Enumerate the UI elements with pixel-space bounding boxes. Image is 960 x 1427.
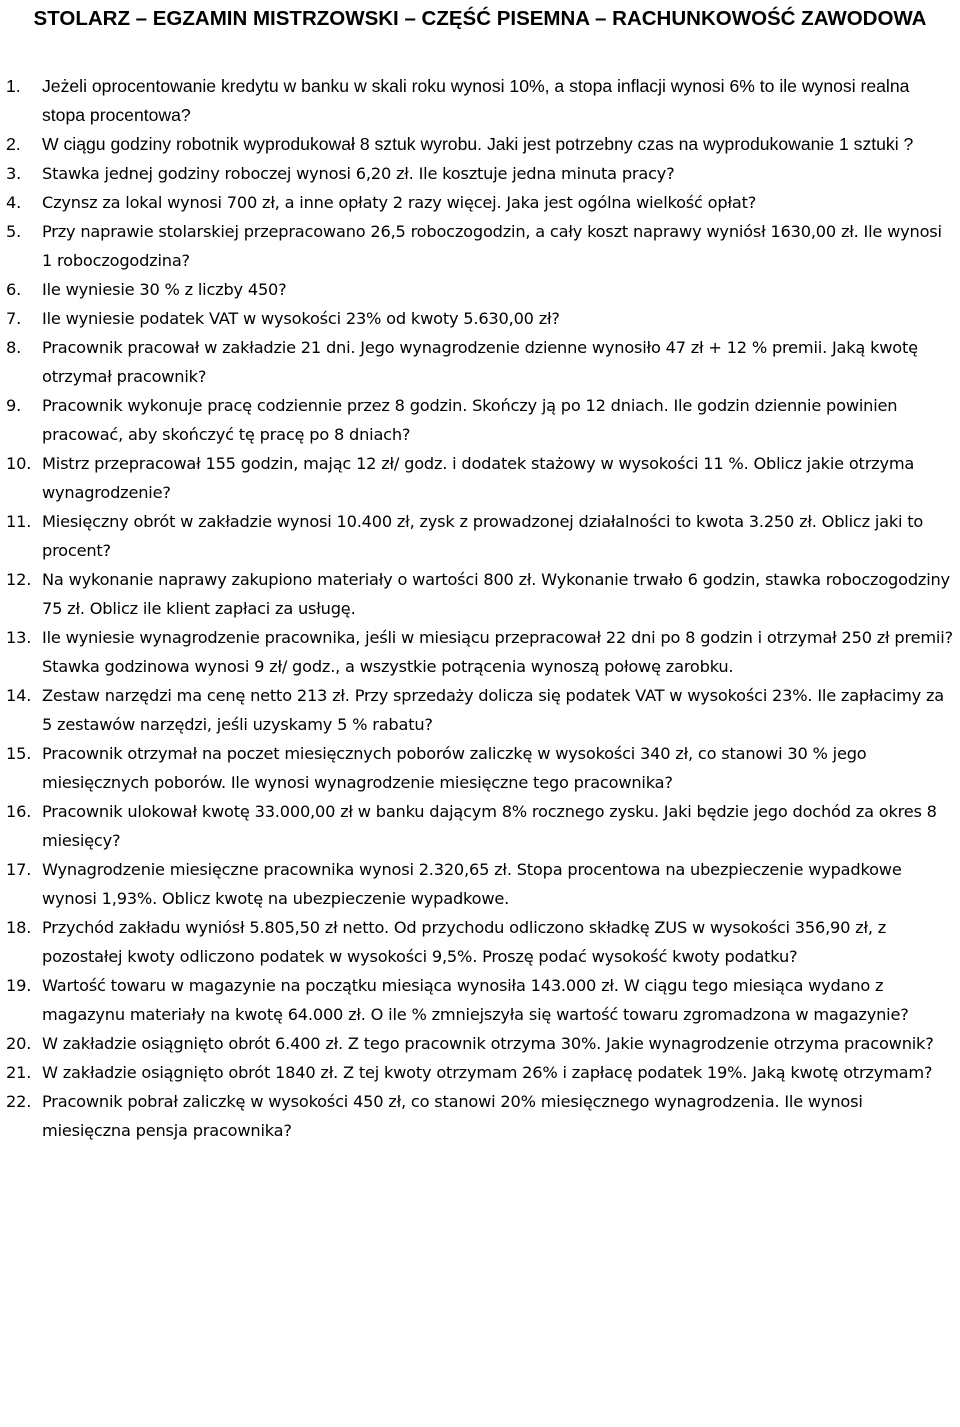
question-item xyxy=(6,507,954,565)
question-item xyxy=(6,217,954,275)
question-item xyxy=(6,449,954,507)
question-item xyxy=(6,188,954,217)
question-item xyxy=(6,159,954,188)
question-number: 6. xyxy=(6,280,22,299)
question-number: 17. xyxy=(6,860,32,879)
document-title: STOLARZ – EGZAMIN MISTRZOWSKI – CZĘŚĆ PISEMNA – RACHUNKOWOŚĆ ZAWODOWA xyxy=(33,7,927,30)
question-item xyxy=(6,565,954,623)
question-text: W zakładzie osiągnięto obrót 1840 zł. Z tej kwoty otrzymam 26% i zapłacę podatek 19%. Jaką kwotę otrzymam? xyxy=(42,1063,933,1082)
question-text: W ciągu godziny robotnik wyprodukował 8 sztuk wyrobu. Jaki jest potrzebny czas na wyprodukowanie 1 sztuki ? xyxy=(42,134,914,154)
question-number: 21. xyxy=(6,1063,32,1082)
question-item xyxy=(6,1087,954,1145)
question-item xyxy=(6,623,954,681)
question-number: 20. xyxy=(6,1034,32,1053)
question-text: Pracownik pobrał zaliczkę w wysokości 450 zł, co stanowi 20% miesięcznego wynagrodzenia. Ile wynosi miesięczna pensja pracownika? xyxy=(42,1092,863,1140)
question-list xyxy=(6,72,954,1145)
question-item xyxy=(6,130,954,159)
question-number: 16. xyxy=(6,802,32,821)
question-text: Przy naprawie stolarskiej przepracowano 26,5 roboczogodzin, a cały koszt naprawy wyniósł 1630,00 zł. Ile wynosi 1 roboczogodzina? xyxy=(42,222,942,270)
question-number: 14. xyxy=(6,686,32,705)
question-text: Pracownik otrzymał na poczet miesięcznych poborów zaliczkę w wysokości 340 zł, co stanowi 30 % jego miesięcznych poborów. Ile wynosi wynagrodzenie miesięczne tego pracownika? xyxy=(42,744,867,792)
question-item xyxy=(6,739,954,797)
question-number: 2. xyxy=(6,134,21,154)
question-text: Pracownik pracował w zakładzie 21 dni. Jego wynagrodzenie dzienne wynosiło 47 zł + 12 % premii. Jaką kwotę otrzymał pracownik? xyxy=(42,338,918,386)
question-text: Pracownik wykonuje pracę codziennie przez 8 godzin. Skończy ją po 12 dniach. Ile godzin dziennie powinien pracować, aby skończyć tę pracę po 8 dniach? xyxy=(42,396,898,444)
question-item xyxy=(6,304,954,333)
question-item xyxy=(6,681,954,739)
question-number: 18. xyxy=(6,918,32,937)
question-item xyxy=(6,797,954,855)
question-item xyxy=(6,333,954,391)
question-number: 13. xyxy=(6,628,32,647)
question-number: 12. xyxy=(6,570,32,589)
question-text: Miesięczny obrót w zakładzie wynosi 10.400 zł, zysk z prowadzonej działalności to kwota 3.250 zł. Oblicz jaki to procent? xyxy=(42,512,924,560)
question-text: Jeżeli oprocentowanie kredytu w banku w skali roku wynosi 10%, a stopa inflacji wynosi 6% to ile wynosi realna stopa procentowa? xyxy=(42,76,910,125)
question-number: 7. xyxy=(6,309,22,328)
question-number: 22. xyxy=(6,1092,32,1111)
question-text: Stawka jednej godziny roboczej wynosi 6,20 zł. Ile kosztuje jedna minuta pracy? xyxy=(42,164,675,183)
question-number: 3. xyxy=(6,164,22,183)
question-text: Ile wyniesie 30 % z liczby 450? xyxy=(42,280,287,299)
question-number: 1. xyxy=(6,76,21,96)
question-item xyxy=(6,855,954,913)
question-number: 15. xyxy=(6,744,32,763)
question-item xyxy=(6,72,954,130)
question-number: 11. xyxy=(6,512,32,531)
question-item xyxy=(6,1058,954,1087)
question-text: Czynsz za lokal wynosi 700 zł, a inne opłaty 2 razy więcej. Jaka jest ogólna wielkość opłat? xyxy=(42,193,757,212)
question-number: 9. xyxy=(6,396,22,415)
question-item xyxy=(6,1029,954,1058)
question-text: Mistrz przepracował 155 godzin, mając 12 zł/ godz. i dodatek stażowy w wysokości 11 %. Oblicz jakie otrzyma wynagrodzenie? xyxy=(42,454,915,502)
question-item xyxy=(6,971,954,1029)
question-text: Ile wyniesie podatek VAT w wysokości 23% od kwoty 5.630,00 zł? xyxy=(42,309,560,328)
question-item xyxy=(6,391,954,449)
question-text: Przychód zakładu wyniósł 5.805,50 zł netto. Od przychodu odliczono składkę ZUS w wysokości 356,90 zł, z pozostałej kwoty odliczono podatek w wysokości 9,5%. Proszę podać wysokość kwoty podatku? xyxy=(42,918,887,966)
question-text: Wynagrodzenie miesięczne pracownika wynosi 2.320,65 zł. Stopa procentowa na ubezpieczenie wypadkowe wynosi 1,93%. Oblicz kwotę na ubezpieczenie wypadkowe. xyxy=(42,860,902,908)
question-text: Na wykonanie naprawy zakupiono materiały o wartości 800 zł. Wykonanie trwało 6 godzin, stawka roboczogodziny 75 zł. Oblicz ile klient zapłaci za usługę. xyxy=(42,570,950,618)
question-text: Zestaw narzędzi ma cenę netto 213 zł. Przy sprzedaży dolicza się podatek VAT w wysokości 23%. Ile zapłacimy za 5 zestawów narzędzi, jeśli uzyskamy 5 % rabatu? xyxy=(42,686,945,734)
question-number: 5. xyxy=(6,222,22,241)
question-text: W zakładzie osiągnięto obrót 6.400 zł. Z tego pracownik otrzyma 30%. Jakie wynagrodzenie otrzyma pracownik? xyxy=(42,1034,934,1053)
question-text: Wartość towaru w magazynie na początku miesiąca wynosiła 143.000 zł. W ciągu tego miesiąca wydano z magazynu materiały na kwotę 64.000 zł. O ile % zmniejszyła się wartość towaru zgromadzona w magazynie? xyxy=(42,976,909,1024)
question-item xyxy=(6,913,954,971)
question-text: Ile wyniesie wynagrodzenie pracownika, jeśli w miesiącu przepracował 22 dni po 8 godzin i otrzymał 250 zł premii? Stawka godzinowa wynosi 9 zł/ godz., a wszystkie potrącenia wynoszą połowę zarobku. xyxy=(42,628,953,676)
question-number: 4. xyxy=(6,193,22,212)
question-number: 8. xyxy=(6,338,22,357)
question-text: Pracownik ulokował kwotę 33.000,00 zł w banku dającym 8% rocznego zysku. Jaki będzie jego dochód za okres 8 miesięcy? xyxy=(42,802,937,850)
question-number: 19. xyxy=(6,976,32,995)
question-number: 10. xyxy=(6,454,32,473)
question-item xyxy=(6,275,954,304)
